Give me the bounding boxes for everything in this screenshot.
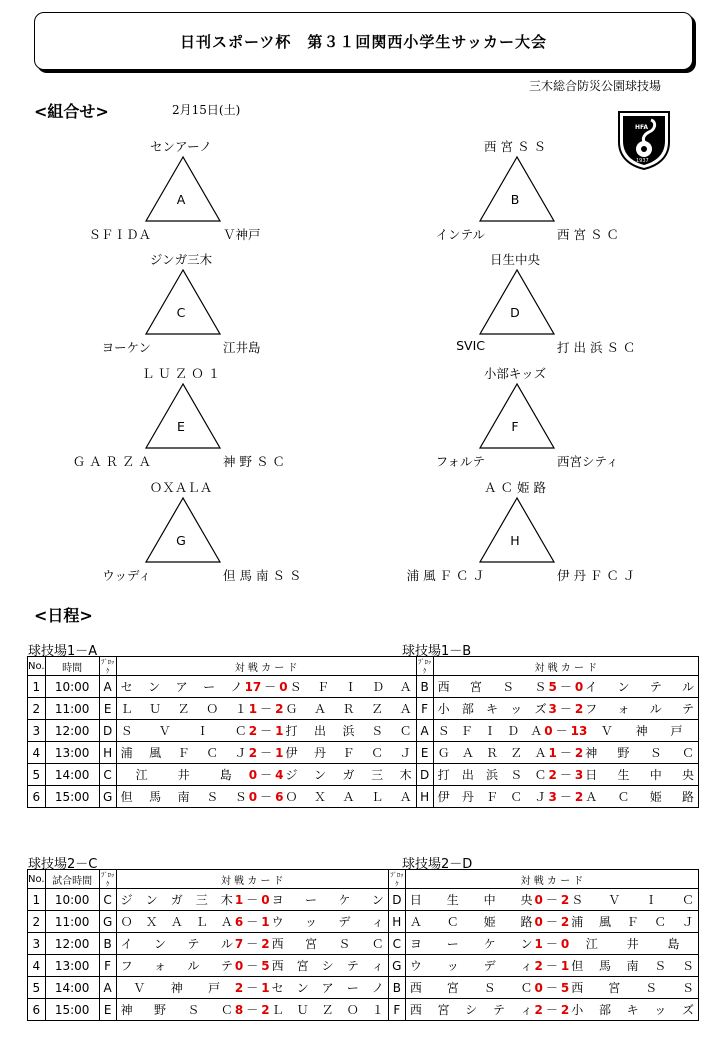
away-score: 0 xyxy=(574,679,584,694)
group-letter: G xyxy=(176,533,186,548)
away-score: 13 xyxy=(570,723,588,738)
schedule-heading: <日程> xyxy=(34,606,93,625)
team-name: Ｖ 神 戸 xyxy=(600,724,683,738)
group-letter: B xyxy=(510,192,520,207)
header-block: ﾌﾞﾛｯｸ xyxy=(101,871,115,888)
match-block: D xyxy=(99,720,116,742)
match-time: 14:00 xyxy=(45,764,99,786)
group-right-team: Ｖ神戸 xyxy=(223,227,261,242)
score-dash: － xyxy=(559,702,572,716)
match-block: E xyxy=(99,698,116,720)
team-name: 西 宮 シ テ ィ xyxy=(409,1003,533,1017)
team-name: Ｌ Ｕ Ｚ Ｏ １ xyxy=(120,702,247,716)
match-block: H xyxy=(388,911,405,933)
score-dash: － xyxy=(246,959,259,973)
away-score: 2 xyxy=(560,914,570,929)
match-time: 10:00 xyxy=(45,889,99,911)
group-right-team: 西 宮 Ｓ Ｃ xyxy=(557,227,619,242)
team-name: 神 野 Ｓ Ｃ xyxy=(585,746,694,760)
field-1a-label: 球技場1－A xyxy=(28,644,98,659)
group-right-team: 西宮シティ xyxy=(557,454,619,469)
team-name: 小 部 キ ッ ズ xyxy=(437,702,547,716)
score xyxy=(233,1001,272,1018)
home-score: 0 xyxy=(544,723,553,738)
table-header-row xyxy=(28,870,699,889)
score-dash: － xyxy=(545,981,558,995)
away-score: 2 xyxy=(574,701,584,716)
team-name: 西 宮 Ｓ Ｓ xyxy=(437,680,547,694)
match-block: D xyxy=(416,764,433,786)
group-left-team: フォルテ xyxy=(435,454,485,469)
home-score: 0 xyxy=(248,767,258,782)
match-no: 1 xyxy=(28,889,46,911)
score xyxy=(546,788,585,805)
away-score: 5 xyxy=(560,980,570,995)
score xyxy=(247,700,286,717)
team-name: 神 野 Ｓ Ｃ xyxy=(120,1003,233,1017)
group-f xyxy=(395,364,635,474)
group-triangle xyxy=(144,382,222,450)
score xyxy=(233,979,272,996)
header-no: No. xyxy=(28,657,46,676)
match-block: H xyxy=(416,786,433,808)
group-g xyxy=(61,478,301,588)
away-score: 1 xyxy=(560,958,570,973)
score-dash: － xyxy=(246,893,259,907)
group-right-team: 但 馬 南 Ｓ Ｓ xyxy=(223,568,302,583)
away-score: 2 xyxy=(574,789,584,804)
team-name: 小 部 キ ッ ズ xyxy=(571,1003,694,1017)
table-row xyxy=(28,999,699,1021)
score xyxy=(533,935,572,952)
score-dash: － xyxy=(246,915,259,929)
score xyxy=(233,891,272,908)
team-name: Ｓ Ｆ Ｉ Ｄ Ａ xyxy=(289,680,412,694)
team-name: Ｇ Ａ Ｒ Ｚ Ａ xyxy=(437,746,547,760)
group-letter: D xyxy=(510,305,520,320)
table-row xyxy=(28,786,699,808)
header-time: 試合時間 xyxy=(45,870,99,889)
team-name: Ｓ Ｖ Ｉ Ｃ xyxy=(571,893,695,907)
header-time: 時間 xyxy=(45,657,99,676)
score xyxy=(247,766,286,783)
team-name: Ｌ Ｕ Ｚ Ｏ １ xyxy=(271,1003,384,1017)
group-letter: C xyxy=(176,305,186,320)
team-name: Ａ Ｃ 姫 路 xyxy=(585,790,694,804)
score xyxy=(533,1001,572,1018)
score-dash: － xyxy=(545,937,558,951)
match-time: 12:00 xyxy=(45,720,99,742)
group-left-team: ウッディ xyxy=(102,568,151,583)
away-score: 2 xyxy=(261,936,270,951)
date: 2月15日(土) xyxy=(172,103,241,117)
away-score: 2 xyxy=(560,1002,570,1017)
home-score: 17 xyxy=(244,679,262,694)
match-block: B xyxy=(99,933,116,955)
group-triangle xyxy=(478,155,556,223)
score-dash: － xyxy=(559,680,572,694)
match-time: 11:00 xyxy=(45,911,99,933)
home-score: 0 xyxy=(534,980,543,995)
header-card: 対 戦 カ ー ド xyxy=(116,870,388,889)
group-b xyxy=(395,137,635,247)
away-score: 0 xyxy=(261,892,270,907)
match-time: 11:00 xyxy=(45,698,99,720)
team-name: Ａ Ｃ 姫 路 xyxy=(409,915,533,929)
match-block: G xyxy=(99,786,116,808)
home-score: 6 xyxy=(234,914,244,929)
group-top-team: 小部キッズ xyxy=(483,366,547,381)
team-name: Ｇ Ａ Ｒ Ｚ Ａ xyxy=(285,702,412,716)
score-dash: － xyxy=(555,724,568,738)
group-letter: E xyxy=(177,419,185,434)
team-name: 江 井 島 xyxy=(585,937,680,951)
group-top-team: Ｌ Ｕ Ｚ Ｏ １ xyxy=(141,366,221,381)
team-name: ジ ン ガ 三 木 xyxy=(120,893,233,907)
team-name: 伊 丹 Ｆ Ｃ Ｊ xyxy=(285,746,412,760)
header-card: 対 戦 カ ー ド xyxy=(116,657,416,676)
team-name: ウ ッ デ ィ xyxy=(271,915,384,929)
group-top-team: Ａ Ｃ 姫 路 xyxy=(484,480,546,495)
group-h xyxy=(395,478,635,588)
match-time: 13:00 xyxy=(45,742,99,764)
away-score: 0 xyxy=(279,679,288,694)
table-row xyxy=(28,742,699,764)
group-top-team: 日生中央 xyxy=(489,252,540,267)
home-score: 0 xyxy=(534,892,543,907)
home-score: 5 xyxy=(548,679,557,694)
group-right-team: 伊 丹 Ｆ Ｃ Ｊ xyxy=(557,568,636,583)
away-score: 4 xyxy=(275,767,284,782)
match-time: 13:00 xyxy=(45,955,99,977)
title-box xyxy=(34,12,693,70)
match-block: G xyxy=(99,911,116,933)
table-row xyxy=(28,764,699,786)
home-score: 3 xyxy=(548,701,557,716)
home-score: 1 xyxy=(534,936,543,951)
home-score: 0 xyxy=(248,789,258,804)
table-row xyxy=(28,955,699,977)
header-no: No. xyxy=(28,870,46,889)
score xyxy=(546,700,585,717)
away-score: 1 xyxy=(275,723,284,738)
table-header-row xyxy=(28,657,699,676)
away-score: 5 xyxy=(261,958,270,973)
home-score: 1 xyxy=(234,892,244,907)
team-name: セ ン ア ー ノ xyxy=(271,981,384,995)
header-block: ﾌﾞﾛｯｸ xyxy=(101,658,115,675)
score-dash: － xyxy=(559,746,572,760)
table-row xyxy=(28,889,699,911)
score-dash: － xyxy=(246,1003,259,1017)
group-triangle xyxy=(144,155,222,223)
team-name: 西 宮 Ｓ Ｃ xyxy=(409,981,533,995)
group-triangle xyxy=(478,496,556,564)
match-block: F xyxy=(99,955,116,977)
score xyxy=(233,913,272,930)
group-left-team: インテル xyxy=(435,227,485,242)
team-name: ジ ン ガ 三 木 xyxy=(285,768,412,782)
team-name: 浦 風 Ｆ Ｃ Ｊ xyxy=(120,746,247,760)
group-c xyxy=(61,250,301,360)
score xyxy=(233,957,272,974)
schedule-table-field-1 xyxy=(27,656,699,808)
team-name: 西 宮 シ テ ィ xyxy=(271,959,384,973)
group-triangle xyxy=(144,496,222,564)
away-score: 0 xyxy=(560,936,570,951)
match-block: H xyxy=(99,742,116,764)
group-letter: A xyxy=(176,192,186,207)
home-score: 2 xyxy=(234,980,244,995)
match-no: 1 xyxy=(28,676,46,698)
team-name: イ ン テ ル xyxy=(120,937,233,951)
match-time: 15:00 xyxy=(45,786,99,808)
score-dash: － xyxy=(545,893,558,907)
score xyxy=(233,935,272,952)
group-letter: F xyxy=(511,419,519,434)
field-2c-label: 球技場2－C xyxy=(28,857,98,872)
group-triangle xyxy=(478,268,556,336)
home-score: 2 xyxy=(534,1002,543,1017)
home-score: 7 xyxy=(234,936,244,951)
match-block: G xyxy=(388,955,405,977)
match-block: A xyxy=(99,676,116,698)
match-no: 3 xyxy=(28,933,46,955)
score xyxy=(546,766,585,783)
header-card: 対 戦 カ ー ド xyxy=(405,870,698,889)
header-block: ﾌﾞﾛｯｸ xyxy=(390,871,404,888)
team-name: フ ォ ル テ xyxy=(585,702,694,716)
match-time: 14:00 xyxy=(45,977,99,999)
team-name: 打 出 浜 Ｓ Ｃ xyxy=(285,724,412,738)
match-block: E xyxy=(99,999,116,1021)
score xyxy=(533,913,572,930)
away-score: 1 xyxy=(261,980,270,995)
score xyxy=(243,678,290,695)
match-no: 6 xyxy=(28,999,46,1021)
team-name: 江 井 島 xyxy=(135,768,232,782)
match-no: 4 xyxy=(28,742,46,764)
match-time: 15:00 xyxy=(45,999,99,1021)
team-name: 西 宮 Ｓ Ｃ xyxy=(271,937,384,951)
score xyxy=(542,722,589,739)
home-score: 8 xyxy=(234,1002,244,1017)
header-block: ﾌﾞﾛｯｸ xyxy=(418,658,432,675)
team-name: セ ン ア ー ノ xyxy=(120,680,243,694)
team-name: Ｖ 神 戸 xyxy=(133,981,221,995)
score-dash: － xyxy=(559,790,572,804)
home-score: 2 xyxy=(248,745,258,760)
away-score: 1 xyxy=(261,914,270,929)
score-dash: － xyxy=(264,680,277,694)
match-block: A xyxy=(99,977,116,999)
group-e xyxy=(61,364,301,474)
team-name: 浦 風 Ｆ Ｃ Ｊ xyxy=(571,915,694,929)
score-dash: － xyxy=(260,702,273,716)
schedule-table-field-2 xyxy=(27,869,699,1021)
match-block: C xyxy=(388,933,405,955)
match-block: F xyxy=(416,698,433,720)
home-score: 1 xyxy=(248,701,258,716)
score xyxy=(533,891,572,908)
field-1b-label: 球技場1－B xyxy=(402,644,472,659)
match-no: 6 xyxy=(28,786,46,808)
score-dash: － xyxy=(545,1003,558,1017)
score xyxy=(247,788,286,805)
score xyxy=(546,678,585,695)
group-top-team: センアーノ xyxy=(150,139,212,154)
score-dash: － xyxy=(246,937,259,951)
team-name: ヨ ー ケ ン xyxy=(409,937,533,951)
match-block: B xyxy=(388,977,405,999)
group-top-team: ジンガ三木 xyxy=(149,252,213,267)
groups-heading: <組合せ> xyxy=(34,102,109,121)
table-row xyxy=(28,698,699,720)
score xyxy=(533,979,572,996)
match-no: 2 xyxy=(28,911,46,933)
group-top-team: 西 宮 Ｓ Ｓ xyxy=(484,139,546,154)
home-score: 2 xyxy=(248,723,258,738)
team-name: ウ ッ デ ィ xyxy=(409,959,533,973)
team-name: Ｏ Ｘ Ａ Ｌ Ａ xyxy=(120,915,233,929)
away-score: 3 xyxy=(574,767,584,782)
match-block: E xyxy=(416,742,433,764)
table-row xyxy=(28,676,699,698)
score-dash: － xyxy=(260,746,273,760)
team-name: 日 生 中 央 xyxy=(585,768,694,782)
team-name: 伊 丹 Ｆ Ｃ Ｊ xyxy=(437,790,547,804)
score xyxy=(533,957,572,974)
home-score: 0 xyxy=(534,914,543,929)
away-score: 2 xyxy=(261,1002,270,1017)
match-no: 2 xyxy=(28,698,46,720)
field-2d-label: 球技場2－D xyxy=(402,857,473,872)
team-name: ヨ ー ケ ン xyxy=(271,893,384,907)
home-score: 3 xyxy=(548,789,557,804)
score-dash: － xyxy=(559,768,572,782)
team-name: フ ォ ル テ xyxy=(120,959,233,973)
group-a xyxy=(61,137,301,247)
score-dash: － xyxy=(260,724,273,738)
match-block: D xyxy=(388,889,405,911)
group-left-team: Ｇ Ａ Ｒ Ｚ Ａ xyxy=(72,454,151,469)
score-dash: － xyxy=(246,981,259,995)
match-block: C xyxy=(99,764,116,786)
match-no: 3 xyxy=(28,720,46,742)
match-block: F xyxy=(388,999,405,1021)
group-triangle xyxy=(144,268,222,336)
home-score: 2 xyxy=(548,767,557,782)
score xyxy=(546,744,585,761)
match-no: 5 xyxy=(28,977,46,999)
away-score: 1 xyxy=(275,745,284,760)
group-right-team: 打 出 浜 Ｓ Ｃ xyxy=(557,340,636,355)
team-name: 日 生 中 央 xyxy=(409,893,533,907)
group-right-team: 江井島 xyxy=(223,340,261,355)
score-dash: － xyxy=(545,959,558,973)
home-score: 2 xyxy=(534,958,543,973)
table-row xyxy=(28,933,699,955)
team-name: Ｓ Ｖ Ｉ Ｃ xyxy=(120,724,247,738)
group-left-team: ヨーケン xyxy=(101,340,151,355)
table-row xyxy=(28,720,699,742)
match-block: C xyxy=(99,889,116,911)
team-name: 但 馬 南 Ｓ Ｓ xyxy=(571,959,694,973)
table-row xyxy=(28,977,699,999)
group-left-team: SVIC xyxy=(456,338,485,353)
match-block: B xyxy=(416,676,433,698)
venue: 三木総合防災公園球技場 xyxy=(528,79,661,93)
logo-text: HFA xyxy=(635,124,649,131)
match-time: 10:00 xyxy=(45,676,99,698)
group-left-team: 浦 風 Ｆ Ｃ Ｊ xyxy=(406,568,485,583)
score-dash: － xyxy=(545,915,558,929)
home-score: 1 xyxy=(548,745,557,760)
logo-year: 1937 xyxy=(636,158,649,164)
score-dash: － xyxy=(260,768,273,782)
away-score: 2 xyxy=(275,701,284,716)
group-letter: H xyxy=(510,533,520,548)
home-score: 0 xyxy=(234,958,244,973)
team-name: Ｓ Ｆ Ｉ Ｄ Ａ xyxy=(437,724,543,738)
team-name: 但 馬 南 Ｓ Ｓ xyxy=(120,790,247,804)
match-block: A xyxy=(416,720,433,742)
group-left-team: ＳＦＩＤＡ xyxy=(88,227,151,242)
group-d xyxy=(395,250,635,360)
page-title: 日刊スポーツ杯 第３１回関西小学生サッカー大会 xyxy=(179,32,548,51)
team-name: イ ン テ ル xyxy=(585,680,694,694)
away-score: 2 xyxy=(574,745,584,760)
team-name: 打 出 浜 Ｓ Ｃ xyxy=(437,768,547,782)
away-score: 2 xyxy=(560,892,570,907)
score xyxy=(247,722,286,739)
match-no: 5 xyxy=(28,764,46,786)
match-no: 4 xyxy=(28,955,46,977)
header-card: 対 戦 カ ー ド xyxy=(433,657,698,676)
score-dash: － xyxy=(260,790,273,804)
group-triangle xyxy=(478,382,556,450)
group-right-team: 神 野 Ｓ Ｃ xyxy=(223,454,285,469)
match-time: 12:00 xyxy=(45,933,99,955)
team-name: Ｏ Ｘ Ａ Ｌ Ａ xyxy=(285,790,412,804)
team-name: 西 宮 Ｓ Ｓ xyxy=(571,981,695,995)
group-top-team: ＯＸＡＬＡ xyxy=(149,480,213,495)
table-row xyxy=(28,911,699,933)
score xyxy=(247,744,286,761)
away-score: 6 xyxy=(275,789,284,804)
